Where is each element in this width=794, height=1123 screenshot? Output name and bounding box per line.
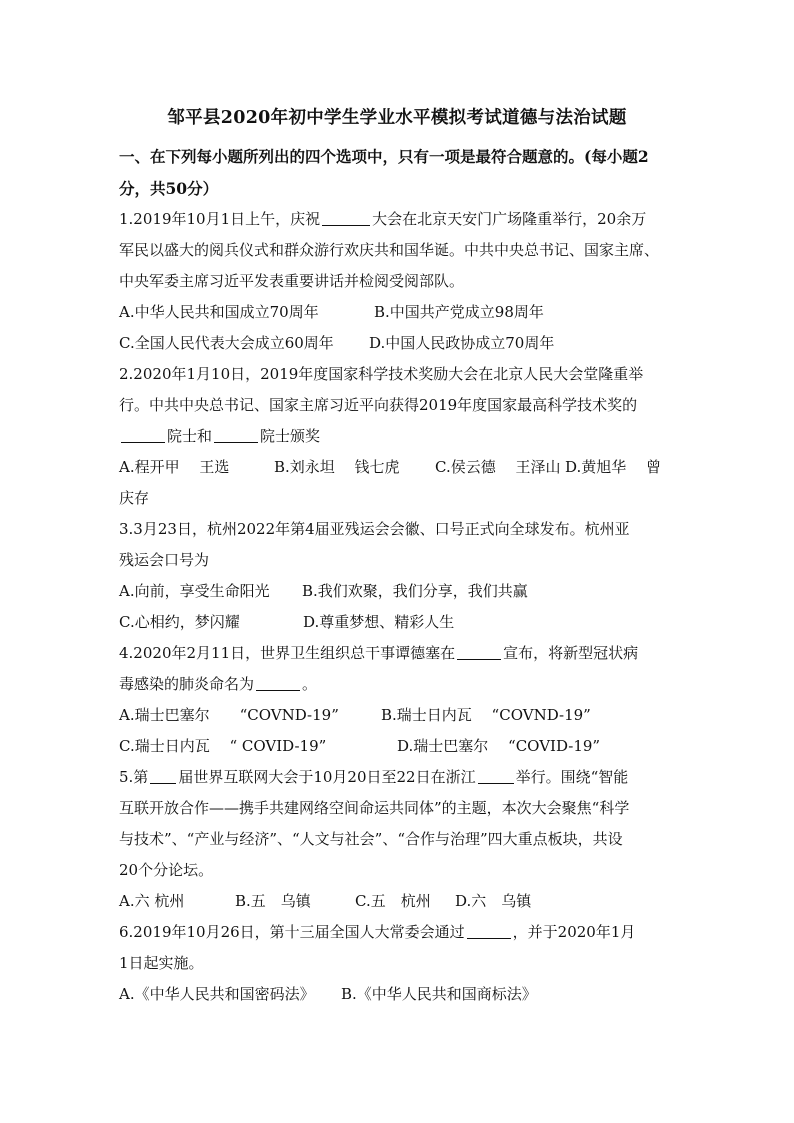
answer-blank [121,427,165,443]
q3-option-a: A.向前，享受生命阳光 [119,582,270,600]
q4-option-a: A.瑞士巴塞尔 “COVND-19” [119,706,339,724]
q5-line2: 互联开放合作——携手共建网络空间命运共同体”的主题，本次大会聚焦“科学 [119,799,630,817]
q1-option-c: C.全国人民代表大会成立60周年 [119,334,334,352]
q4-option-c: C.瑞士日内瓦 “ COVID-19” [119,737,327,755]
answer-blank [478,768,514,784]
q5-option-a: A.六 杭州 [119,892,185,910]
answer-blank [322,210,370,226]
answer-blank [467,923,511,939]
q2-text-a: 院士和 [167,427,213,445]
q4-text-c: 毒感染的肺炎命名为 [119,675,255,693]
section-instruction-line1: 一、在下列每小题所列出的四个选项中，只有一项是最符合题意的。(每小题2 [119,147,649,166]
q6-text-a: 6.2019年10月26日，第十三届全国人大常委会通过 [119,923,465,941]
q2-option-d-continued: 庆存 [119,489,150,507]
q4-text-d: 。 [302,675,318,693]
q5-text-c: 举行。围绕“智能 [515,768,629,786]
q5-line1 [119,766,628,787]
section-instruction-line2: 分，共50分） [119,179,219,198]
answer-blank [214,427,258,443]
q1-line3: 中央军委主席习近平发表重要讲话并检阅受阅部队。 [119,272,465,290]
q4-text-b: 宣布，将新型冠状病 [503,644,639,662]
q6-line1 [119,921,635,942]
q4-line2 [119,673,317,694]
q2-text-b: 院士颁奖 [260,427,321,445]
q3-option-b: B.我们欢聚，我们分享，我们共赢 [302,582,528,600]
q6-line2: 1日起实施。 [119,954,204,972]
answer-blank [256,675,300,691]
q4-option-d: D.瑞士巴塞尔 “COVID-19” [397,737,601,755]
q5-line3: 与技术”、“产业与经济”、“人文与社会”、“合作与治理”四大重点板块，共设 [119,830,623,848]
q2-line2: 行。中共中央总书记、国家主席习近平向获得2019年度国家最高科学技术奖的 [119,396,638,414]
q2-option-c: C.侯云德 王泽山 [435,458,561,476]
q1-line1 [119,208,646,229]
q1-option-a: A.中华人民共和国成立70周年 [119,303,319,321]
q1-line2: 军民以盛大的阅兵仪式和群众游行欢庆共和国华诞。中共中央总书记、国家主席、 [119,241,660,259]
q6-option-a: A.《中华人民共和国密码法》 [119,985,315,1003]
q3-option-d: D.尊重梦想、精彩人生 [303,613,455,631]
q2-line1: 2.2020年1月10日，2019年度国家科学技术奖励大会在北京人民大会堂隆重举 [119,365,644,383]
q4-line1 [119,642,638,663]
q5-line4: 20个分论坛。 [119,861,214,879]
q2-line3 [119,425,320,446]
q3-option-c: C.心相约，梦闪耀 [119,613,240,631]
q4-text-a: 4.2020年2月11日，世界卫生组织总干事谭德塞在 [119,644,456,662]
q5-option-b: B.五 乌镇 [235,892,311,910]
q1-option-d: D.中国人民政协成立70周年 [369,334,555,352]
q6-option-b: B.《中华人民共和国商标法》 [341,985,537,1003]
q2-option-b: B.刘永坦 钱七虎 [274,458,400,476]
q6-text-b: ，并于2020年1月 [512,923,636,941]
answer-blank [457,644,501,660]
q3-line2: 残运会口号为 [119,551,210,569]
q5-text-a: 5.第 [119,768,149,786]
q4-option-b: B.瑞士日内瓦 “COVND-19” [381,706,591,724]
q2-option-d: D.黄旭华 曾 [565,458,662,476]
q5-option-c: C.五 杭州 [355,892,431,910]
q1-text-b: 大会在北京天安门广场隆重举行，20余万 [372,210,647,228]
q1-text-a: 1.2019年10月1日上午，庆祝 [119,210,321,228]
exam-title: 邹平县2020年初中学生学业水平模拟考试道德与法治试题 [167,108,627,128]
q2-option-a: A.程开甲 王选 [119,458,230,476]
q5-option-d: D.六 乌镇 [455,892,532,910]
answer-blank [150,768,176,784]
q1-option-b: B.中国共产党成立98周年 [374,303,544,321]
q5-text-b: 届世界互联网大会于10月20日至22日在浙江 [178,768,476,786]
q3-line1: 3.3月23日，杭州2022年第4届亚残运会会徽、口号正式向全球发布。杭州亚 [119,520,630,538]
